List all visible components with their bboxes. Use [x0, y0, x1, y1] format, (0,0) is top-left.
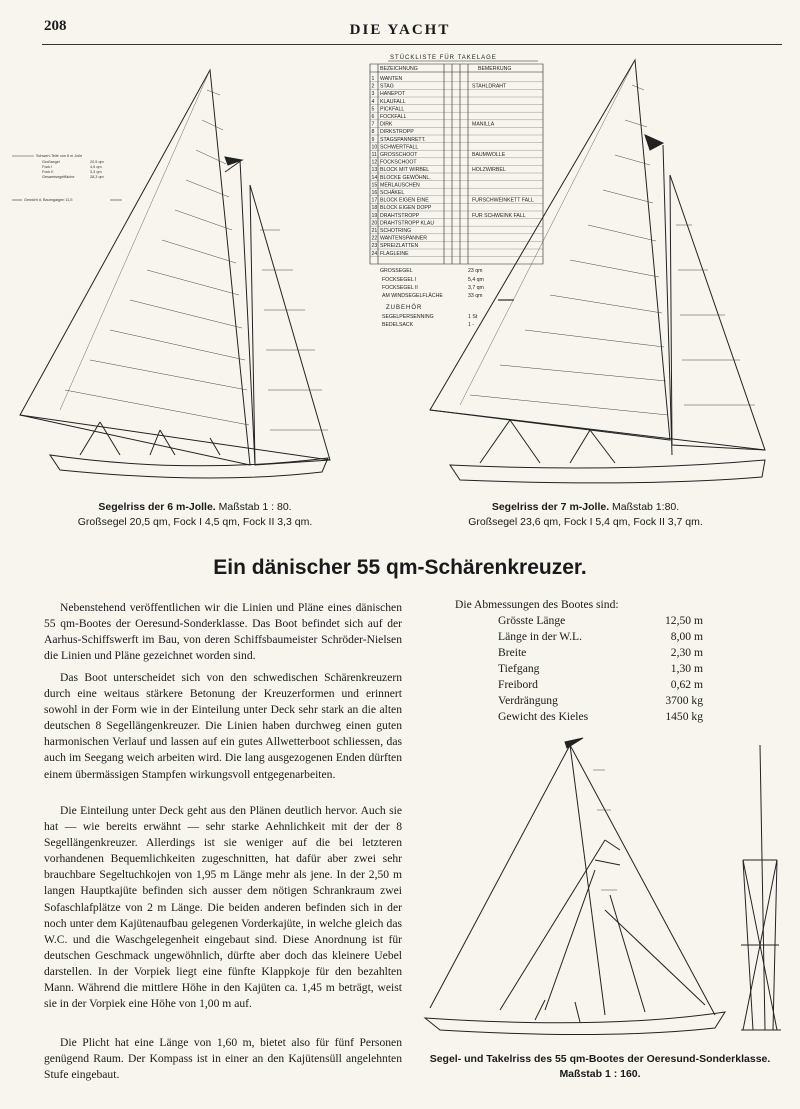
sail-name-1: FOCKSEGEL I: [382, 277, 417, 283]
stueckliste-row-number: 17: [371, 197, 378, 204]
sail-area-2: 3,7 qm: [468, 285, 484, 291]
dimension-row: [498, 710, 703, 725]
caption-6m-scale: Maßstab 1 : 80.: [218, 501, 292, 513]
caption-6m-title: Segelriss der 6 m-Jolle.: [98, 501, 216, 513]
article-paragraph-3: Die Einteilung unter Deck geht aus den Plänen deutlich hervor. Auch sie hat — wie bereits erwähnt — sehr starke Aehnlichkeit mit der der 8 Segellängenkreuzer. Allerdings ist sie weniger auf die bei letzteren vorhandenen Bequemlichkeiten zugeschnitten, hat dafür aber zwei sehr brauchbare Segeltuchkojen von 1,95 m Länge mehr als jene. In der 2,50 m langen Hauptkajüte befinden sich ausser dem nötigen Schrankraum zwei Sofaschlafplätze von 2 m Länge. Die beiden anderen befinden sich in der noch unter dem Kajütenaufbau gelegenen Vorderkajüte, in welche gleich das W.C. und die Waschgelegenheit eingebaut sind. Diese Anordnung ist für deutschen Geschmack ungewöhnlich, dürfte aber doch das kleinere Uebel darstellen. In der Vorpiek liegt eine fünfte Klappkoje für den bezahlten Mann. Während die mittlere Höhe in den Kajüten ca. 1,45 m beträgt, weist sie in der Vorpiek eine Höhe von 1,00 m auf.: [44, 804, 402, 1011]
stueckliste-row-number: 9: [371, 136, 375, 143]
stueckliste-row-name: DIRKSTROPP: [380, 129, 414, 136]
stueckliste-row-number: 7: [371, 121, 375, 128]
stueckliste-row-name: BLOCK EIGEN DOPP: [380, 205, 432, 212]
stueckliste-row-number: 15: [371, 182, 378, 189]
stueckliste-row-number: 21: [371, 228, 378, 234]
stueckliste-row-number: 11: [371, 152, 377, 158]
stueckliste-row-name: FLAGLEINE: [380, 250, 409, 257]
stueckliste-row-name: STAGSPANNRETT.: [380, 136, 426, 143]
stueckliste-row-name: BLOCKE GEWÖHNL.: [380, 174, 431, 181]
caption-7m-scale: Maßstab 1:80.: [612, 501, 680, 513]
caption-6m-jolle: [60, 500, 330, 530]
side-note-value-1: 4,5 qm: [90, 165, 102, 169]
journal-title: DIE YACHT: [349, 22, 451, 38]
article-paragraph-2: Das Boot unterscheidet sich von den schwedischen Schärenkreuzern durch eine weitaus stärkere Betonung der Kreuzerformen und erinnert sowohl in der Form wie in der Einteilung unter Deck sehr stark an die alten deutschen 8 Segellängenkreuzer. Die Linien haben durchweg einen guten harmonischen Verlauf und lassen auf ein gutes Allwetterboot schliessen, das auch im Seegang weich arbeiten wird. Die lang ausgezogenen Enden dürften einem übermässigen Stampfen wirkungsvoll entgegenarbeiten.: [44, 671, 402, 781]
stueckliste-row-number: 6: [371, 114, 375, 120]
zubehoer-qty-0: 1 St: [468, 314, 478, 320]
page-number: 208: [44, 18, 67, 34]
stueckliste-row-remark: BAUMWOLLE: [472, 152, 506, 158]
dimension-value: 0,62 m: [670, 678, 703, 691]
dimension-value: 3700 kg: [665, 694, 703, 707]
dimension-row: [498, 678, 703, 693]
stueckliste-row-number: 5: [371, 106, 375, 113]
dimension-value: 1450 kg: [665, 710, 703, 723]
caption-55qm-title: Segel- und Takelriss des 55 qm-Bootes der Oeresund-Sonderklasse.: [429, 1053, 771, 1065]
side-note-line-3: Fock II: [42, 170, 54, 174]
side-note-value-3: 28,3 qm: [90, 175, 104, 179]
dimension-label: Verdrängung: [498, 694, 558, 707]
article-paragraph-4: Die Plicht hat eine Länge von 1,60 m, bietet also für fünf Personen genügend Raum. Der Kompass ist in einer an den Kajütensüll angelehnten Stufe eingebaut.: [44, 1036, 402, 1082]
dimension-value: 1,30 m: [670, 662, 703, 675]
stueckliste-row-remark: FURSCHWEINKETT FALL: [472, 197, 534, 204]
stueckliste-row-number: 3: [371, 91, 375, 98]
stueckliste-row-number: 16: [371, 190, 378, 196]
stueckliste-title: STÜCKLISTE FÜR TAKELAGE: [390, 55, 497, 61]
dimension-label: Gewicht des Kieles: [498, 710, 589, 723]
side-note-second: Gewicht d. Baumgalgen 11,5: [24, 198, 73, 202]
zubehoer-title: ZUBEHÖR: [386, 305, 423, 311]
stueckliste-row-number: 10: [371, 144, 378, 151]
stueckliste-row-number: 13: [371, 167, 378, 174]
stueckliste-row-number: 4: [371, 98, 375, 105]
dimensions-intro: Die Abmessungen des Bootes sind:: [455, 598, 619, 611]
stueckliste-row-name: HANEPOT: [380, 91, 406, 98]
dimension-row: [498, 646, 703, 661]
stueckliste-row-remark: HOLZWIRBEL: [472, 167, 506, 174]
dimension-label: Breite: [498, 646, 527, 659]
dimension-label: Grösste Länge: [498, 614, 566, 627]
side-note-line-2: Fock I: [42, 165, 53, 169]
zubehoer-name-1: BEDELSACK: [382, 322, 414, 328]
dimension-value: 12,50 m: [664, 614, 703, 627]
side-note-line-0: Schwert-Teile von 6 m Jolle: [36, 154, 83, 158]
stueckliste-row-number: 14: [371, 174, 378, 181]
dimension-value: 8,00 m: [670, 630, 703, 643]
stueckliste-row-remark: STAHLDRAHT: [472, 83, 507, 90]
stueckliste-row-number: 12: [371, 159, 378, 166]
stueckliste-row-number: 22: [371, 235, 378, 242]
side-note-value-2: 3,3 qm: [90, 170, 102, 174]
caption-6m-sails: Großsegel 20,5 qm, Fock I 4,5 qm, Fock II 3,3 qm.: [77, 516, 313, 528]
header-rule: [42, 44, 782, 45]
stueckliste-row-remark: FUR SCHWEINK FALL: [472, 212, 526, 219]
stueckliste-row-name: PICKFALL: [380, 106, 405, 113]
stueckliste-row-name: BLOCK EIGEN EINE: [380, 197, 429, 204]
sail-plan-55qm-kreuzer: [405, 730, 795, 1050]
side-note-line-4: Gesamtsegelfläche: [42, 175, 75, 179]
zubehoer-qty-1: 1 -: [468, 322, 475, 328]
stueckliste-row-name: MERLAUSCHEN: [380, 182, 420, 189]
stueckliste-row-number: 8: [371, 129, 375, 136]
dimension-label: Freibord: [498, 678, 538, 691]
sail-name-3: AM WINDSEGELFLÄCHE: [382, 293, 443, 299]
stueckliste-row-name: SCHOTRING: [380, 228, 412, 234]
article-heading: Ein dänischer 55 qm-Schärenkreuzer.: [213, 556, 587, 579]
stueckliste-row-number: 23: [371, 243, 378, 250]
stueckliste-row-number: 19: [371, 212, 378, 219]
stueckliste-row-name: GROSSCHOOT: [380, 152, 418, 158]
zubehoer-name-0: SEGELPERSENNING: [382, 314, 434, 320]
caption-7m-sails: Großsegel 23,6 qm, Fock I 5,4 qm, Fock II 3,7 qm.: [468, 516, 703, 528]
stueckliste-row-name: SCHWERTFALL: [380, 144, 419, 151]
stueckliste-row-name: FOCKSCHOOT: [380, 159, 417, 166]
stueckliste-row-number: 18: [371, 205, 378, 212]
stueckliste-col-name: BEZEICHNUNG: [380, 66, 418, 72]
sail-name-2: FOCKSEGEL II: [382, 285, 418, 291]
stueckliste-row-name: STAG: [380, 83, 394, 90]
stueckliste-row-name: DIRK: [380, 121, 393, 128]
stueckliste-row-name: SPREIZLATTEN: [380, 243, 419, 250]
dimension-value: 2,30 m: [670, 646, 703, 659]
sail-plan-6m-jolle: [10, 60, 345, 490]
stueckliste-row-number: 24: [371, 250, 378, 257]
stueckliste-row-name: SCHÄKEL: [380, 190, 405, 196]
sail-plan-7m-jolle: [420, 55, 775, 495]
sails-title: GROSSEGEL: [380, 268, 413, 274]
dimension-label: Tiefgang: [498, 662, 540, 675]
stueckliste-row-name: KLAUFALL: [380, 98, 406, 105]
stueckliste-row-number: 2: [371, 83, 375, 90]
stueckliste-row-number: 1: [371, 76, 375, 82]
sail-area-1: 5,4 qm: [468, 277, 484, 283]
caption-7m-jolle: [448, 500, 723, 530]
article-paragraph-1: Nebenstehend veröffentlichen wir die Linien und Pläne eines dänischen 55 qm-Bootes der Oeresund-Sonderklasse. Das Boot befindet sich auf der Aarhus-Schiffswerft im Bau, von deren Schiffsbaumeister Schröder-Nielsen die Linien und Pläne gezeichnet worden sind.: [44, 601, 402, 663]
dimension-row: [498, 630, 703, 645]
stueckliste-row-name: BLOCK MIT WIRBEL: [380, 167, 430, 174]
stueckliste-row-number: 20: [371, 220, 378, 227]
stueckliste-row-name: DRAHTSTROPP: [380, 212, 420, 219]
dimension-row: [498, 662, 703, 677]
sail-area-3: 33 qm: [468, 293, 483, 299]
caption-7m-title: Segelriss der 7 m-Jolle.: [491, 501, 610, 513]
side-note-value-0: 20,5 qm: [90, 160, 104, 164]
stueckliste-row-name: WANTENSPANNER: [380, 235, 427, 242]
stueckliste-row-name: DRAHTSTROPP KLAU: [380, 220, 435, 227]
stueckliste-col-remark: BEMERKUNG: [478, 66, 512, 72]
caption-55qm: [410, 1052, 790, 1082]
dimension-label: Länge in der W.L.: [498, 630, 583, 643]
stueckliste-row-name: WANTEN: [380, 76, 403, 82]
dimension-row: [498, 614, 703, 629]
caption-55qm-scale: Maßstab 1 : 160.: [559, 1068, 641, 1080]
side-note-line-1: Großsegel: [42, 160, 60, 164]
stueckliste-row-remark: MANILLA: [472, 121, 495, 128]
dimension-row: [498, 694, 703, 709]
stueckliste-row-name: FOCKFALL: [380, 114, 407, 120]
sail-area-0: 23 qm: [468, 268, 483, 274]
